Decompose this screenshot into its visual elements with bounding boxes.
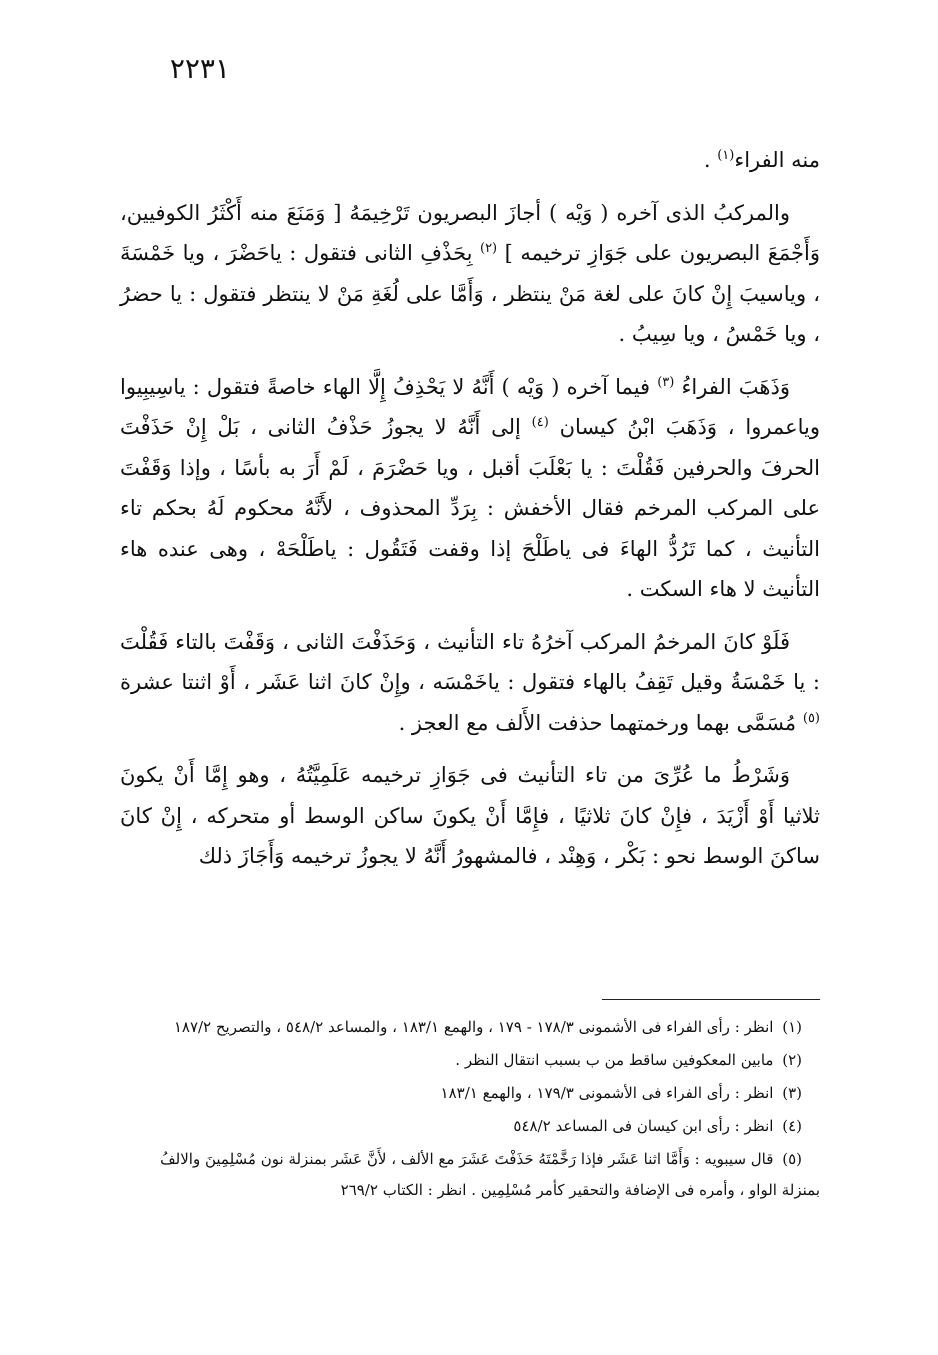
paragraph-tail: إلى أَنَّهُ لا يجوزُ حَذْفُ الثانى ، بَلْ إِنْ حَذَفْتَ الحرفَ والحرفين فَقُلْتَ : يا بَعْلَبَ أقبل ، ويا حَضْرَمَ ، لَمْ أَرَ به بأسًا ، وإذا وَقَفْتَ على المركب المرخم فقال الأخفش : بِرَدِّ المحذوف ، لأَنَّهُ محكوم لَهُ بحكم تاء التأنيث ، كما تَرُدُّ الهاءَ فى ياطَلْحَ إذا وقفت فَتَقُول : ياطَلْحَهْ ، وهى عنده هاء التأنيث لا هاء السكت . <box>120 415 820 601</box>
footnote-text: انظر : رأى ابن كيسان فى المساعد ٥٤٨/٢ <box>513 1117 774 1135</box>
paragraph-4 <box>120 622 820 744</box>
footnote-number: (١) <box>782 1018 802 1036</box>
paragraph-text: فَلَوْ كانَ المرخمُ المركب آخرُهُ تاء التأنيث ، وَحَذَفْتَ الثانى ، وَقَفْتَ بالتاء فَقُلْتَ : يا خَمْسَةُ وقيل تَقِفُ بالهاء فتقول : ياخَمْسَه ، وإِنْ كانَ اثنا عَشَر ، أَوْ اثنتا عشرة <box>120 629 820 694</box>
paragraph-2 <box>120 193 820 355</box>
paragraph-tail: بِحَذْفِ الثانى فتقول : ياحَضْرَ ، ويا خَمْسَةَ ، وياسيبَ إِنْ كانَ على لغة مَنْ ينتظر ، وَأَمَّا على لُغَةِ مَنْ لا ينتظر فتقول : يا حضرُ ، ويا خَمْسُ ، ويا سِيبُ . <box>120 241 820 346</box>
footnote-marker: (٤) <box>531 415 549 430</box>
main-text <box>120 140 820 889</box>
paragraph-5 <box>120 755 820 877</box>
footnotes <box>120 1012 820 1208</box>
paragraph-3 <box>120 367 820 610</box>
footnote-text: مابين المعكوفين ساقط من ب بسبب انتقال النظر . <box>455 1051 774 1069</box>
footnote-separator <box>602 999 820 1000</box>
footnote-5 <box>120 1144 820 1206</box>
footnote-number: (٤) <box>782 1117 802 1135</box>
footnote-text: انظر : رأى الفراء فى الأشمونى ١٧٩/٣ ، والهمع ١٨٣/١ <box>440 1084 774 1102</box>
footnote-number: (٢) <box>782 1051 802 1069</box>
footnote-marker: (١) <box>717 148 735 163</box>
footnote-2 <box>120 1045 820 1076</box>
paragraph-text: منه الفراء <box>734 148 820 172</box>
paragraph-tail: مُسَمَّى بهما ورخمتهما حذفت الأَلف مع العجز . <box>398 710 803 735</box>
footnote-marker: (٣) <box>657 374 675 390</box>
footnote-1 <box>120 1012 820 1043</box>
footnote-marker: (٢) <box>479 241 498 256</box>
paragraph-text: وَذَهَبَ الفراءُ <box>674 374 790 399</box>
footnote-text: انظر : رأى الفراء فى الأشمونى ١٧٨/٣ - ١٧٩ ، والهمع ١٨٣/١ ، والمساعد ٥٤٨/٢ ، والتصريح ١٨٧/٢ <box>173 1018 774 1036</box>
paragraph-text: والمركبُ الذى آخره ( وَيْه ) أجازَ البصريون تَرْخِيمَهُ [ وَمَنَعَ منه أَكْثَرُ الكوفيين، وَأَجْمَعَ البصريون على جَوَازِ ترخيمه ] <box>120 200 821 265</box>
footnote-marker: (٥) <box>802 710 820 726</box>
paragraph-1 <box>120 140 820 181</box>
footnote-number: (٣) <box>782 1084 802 1102</box>
footnote-4 <box>120 1111 820 1142</box>
footnote-text: قال سيبويه : وَأَمَّا اثنا عَشَر فإذا رَخَّمْتَهُ حَذَفْتَ عَشَرَ مع الألف ، لأَنَّ عَشَر بمنزلة نون مُسْلِمِينَ والالفُ بمنزلة الواو ، وأمره فى الإضافة والتحقير كأمر مُسْلِمِين . انظر : الكتاب ٢٦٩/٢ <box>160 1150 820 1199</box>
footnote-number: (٥) <box>782 1150 802 1168</box>
footnote-3 <box>120 1078 820 1109</box>
page-number: ٢٢٣١ <box>169 52 230 85</box>
paragraph-text: وَشَرْطُ ما عُرِّىَ من تاء التأنيث فى جَوَازِ ترخيمه عَلَمِيَّتُهُ ، وهو إِمَّا أَنْ يكونَ ثلاثيا أَوْ أَزْيَدَ ، فإِنْ كانَ ثلاثيًا ، فإِمَّا أَنْ يكونَ ساكن الوسط أو متحركه ، إِنْ كانَ ساكنَ الوسط نحو : بَكْر ، وَهِنْد ، فالمشهورُ أَنَّهُ لا يجوزُ ترخيمه وَأَجَازَ ذلك <box>120 763 820 868</box>
paragraph-mid: فيما آخره ( وَيْه ) أَنَّهُ لا يَحْذِفُ إِلَّا الهاء خاصةً فتقول : ياسِيبِيوا وياعمروا ، وَذَهَبَ ابْنُ كيسان <box>120 374 820 439</box>
paragraph-tail: . <box>703 148 718 172</box>
